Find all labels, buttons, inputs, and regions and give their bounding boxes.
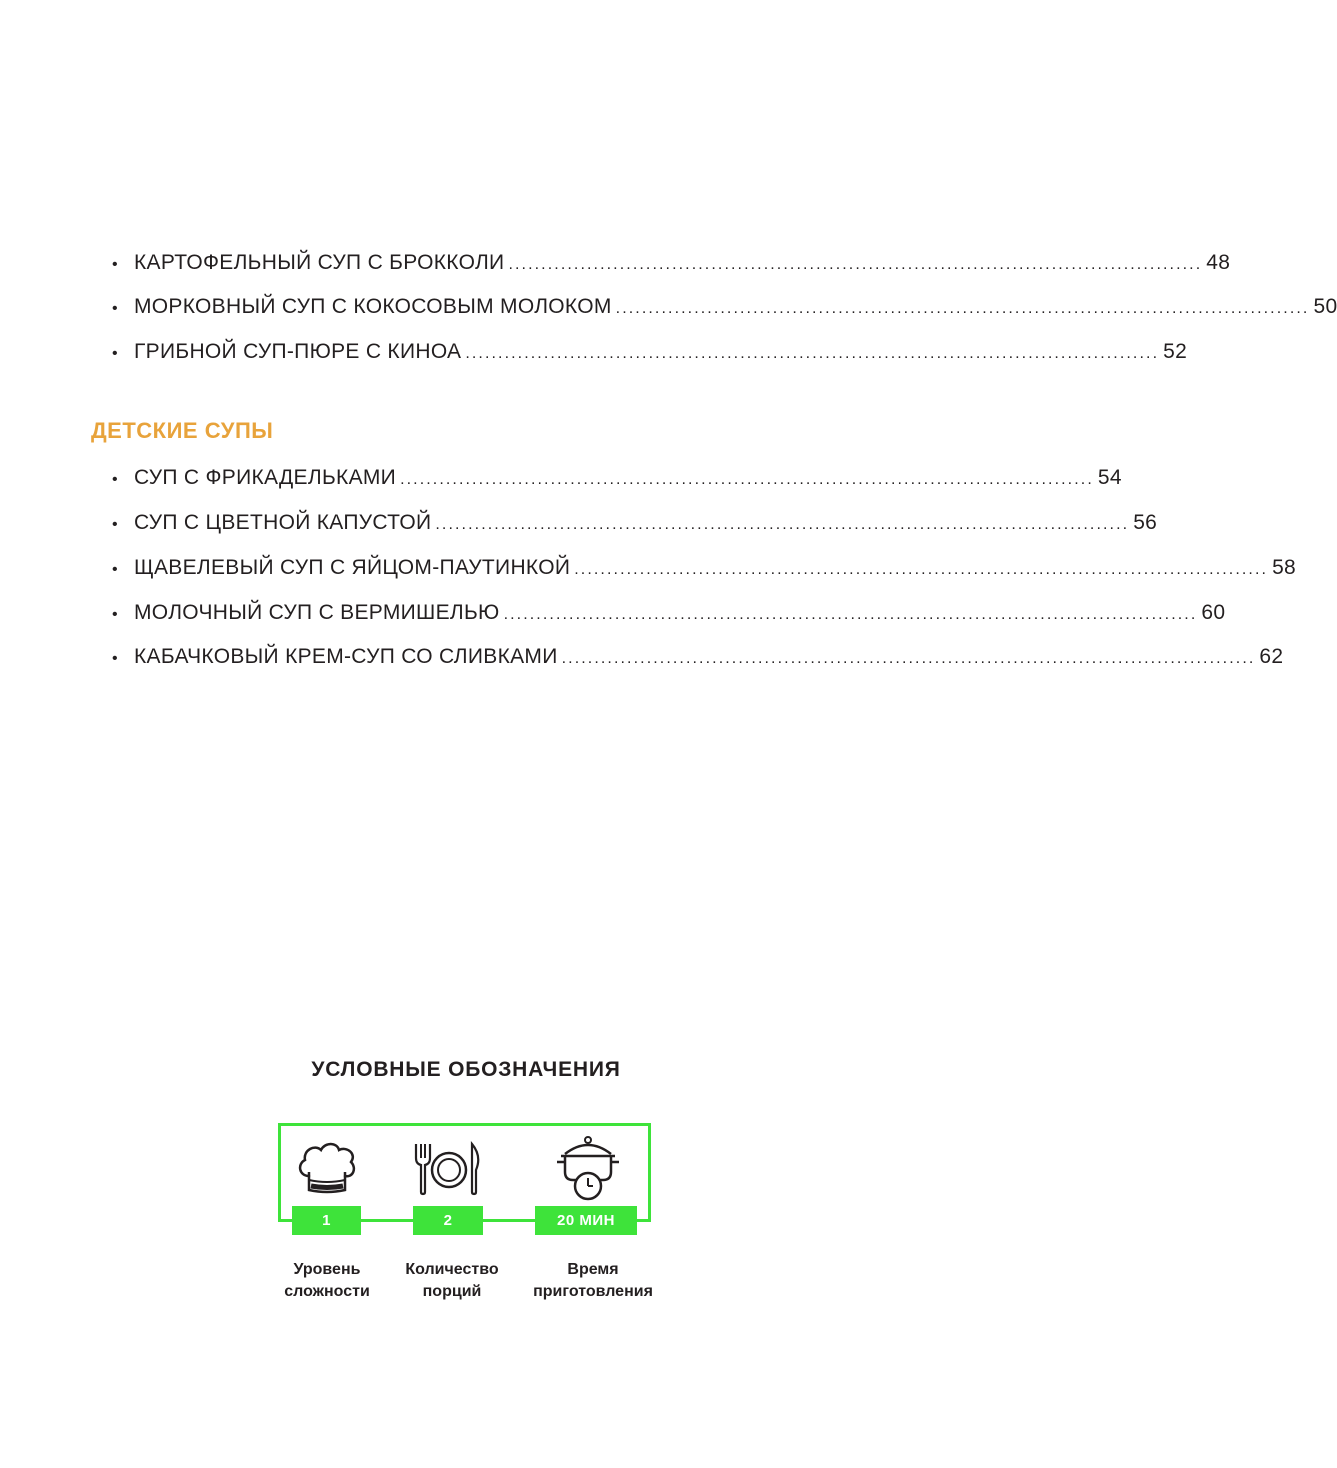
legend-title: УСЛОВНЫЕ ОБОЗНАЧЕНИЯ — [311, 1058, 621, 1081]
toc-entry[interactable] — [112, 598, 1226, 628]
toc-entry-page: 56 — [1133, 511, 1158, 534]
toc-entry[interactable] — [112, 642, 1284, 672]
caption-line: Уровень — [293, 1261, 361, 1278]
section-heading: ДЕТСКИЕ СУПЫ — [91, 418, 274, 443]
dot-leader: .......................................................................................................... — [574, 561, 1269, 578]
toc-entry-title: МОЛОЧНЫЙ СУП С ВЕРМИШЕЛЬЮ — [134, 601, 500, 624]
legend-frame-edge — [483, 1219, 535, 1222]
toc-entry-title: СУП С ЦВЕТНОЙ КАПУСТОЙ — [134, 511, 432, 534]
toc-entry-page: 50 — [1313, 295, 1337, 318]
toc-entry[interactable] — [112, 292, 1337, 322]
dot-leader: .......................................................................................................... — [508, 256, 1203, 273]
caption-line: Количество — [405, 1261, 499, 1278]
time-caption — [518, 1259, 668, 1303]
toc-entry-title: ГРИБНОЙ СУП-ПЮРЕ С КИНОА — [134, 340, 462, 363]
dot-leader: .......................................................................................................... — [503, 606, 1198, 623]
toc-entry-title: КАБАЧКОВЫЙ КРЕМ-СУП СО СЛИВКАМИ — [134, 645, 558, 668]
plate-cutlery-icon — [412, 1140, 484, 1196]
dot-leader: .......................................................................................................... — [435, 516, 1130, 533]
toc-entry[interactable] — [112, 337, 1188, 367]
difficulty-badge: 1 — [292, 1206, 361, 1235]
toc-entry-page: 58 — [1272, 556, 1297, 579]
bullet: • — [112, 606, 118, 623]
bullet: • — [112, 256, 118, 273]
caption-line: Время — [567, 1261, 619, 1278]
toc-entry-page: 52 — [1163, 340, 1188, 363]
toc-entry-title: МОРКОВНЫЙ СУП С КОКОСОВЫМ МОЛОКОМ — [134, 295, 612, 318]
toc-entry-title: КАРТОФЕЛЬНЫЙ СУП С БРОККОЛИ — [134, 251, 505, 274]
toc-entry-title: СУП С ФРИКАДЕЛЬКАМИ — [134, 466, 397, 489]
legend-frame-edge — [637, 1219, 651, 1222]
bullet: • — [112, 471, 118, 488]
pot-timer-icon — [553, 1134, 623, 1204]
toc-entry-title: ЩАВЕЛЕВЫЙ СУП С ЯЙЦОМ-ПАУТИНКОЙ — [134, 556, 571, 579]
toc-entry[interactable] — [112, 248, 1231, 278]
toc-entry-page: 54 — [1097, 466, 1122, 489]
dot-leader: .......................................................................................................... — [561, 650, 1256, 667]
toc-entry[interactable] — [112, 463, 1122, 493]
bullet: • — [112, 650, 118, 667]
bullet: • — [112, 300, 118, 317]
toc-entry-page: 60 — [1201, 601, 1226, 624]
time-badge: 20 МИН — [535, 1206, 637, 1235]
dot-leader: .......................................................................................................... — [465, 345, 1160, 362]
bullet: • — [112, 345, 118, 362]
legend-frame-edge — [278, 1219, 292, 1222]
caption-line: сложности — [284, 1283, 370, 1300]
dot-leader: .......................................................................................................... — [615, 300, 1310, 317]
servings-caption — [377, 1259, 527, 1303]
chef-hat-icon — [295, 1142, 359, 1196]
bullet: • — [112, 516, 118, 533]
legend-frame-edge — [361, 1219, 413, 1222]
bullet: • — [112, 561, 118, 578]
caption-line: приготовления — [533, 1283, 653, 1300]
toc-entry[interactable] — [112, 553, 1297, 583]
servings-badge: 2 — [413, 1206, 483, 1235]
toc-entry-page: 48 — [1206, 251, 1231, 274]
dot-leader: .......................................................................................................... — [400, 471, 1094, 488]
caption-line: порций — [422, 1283, 482, 1300]
toc-entry-page: 62 — [1259, 645, 1284, 668]
toc-entry[interactable] — [112, 508, 1158, 538]
